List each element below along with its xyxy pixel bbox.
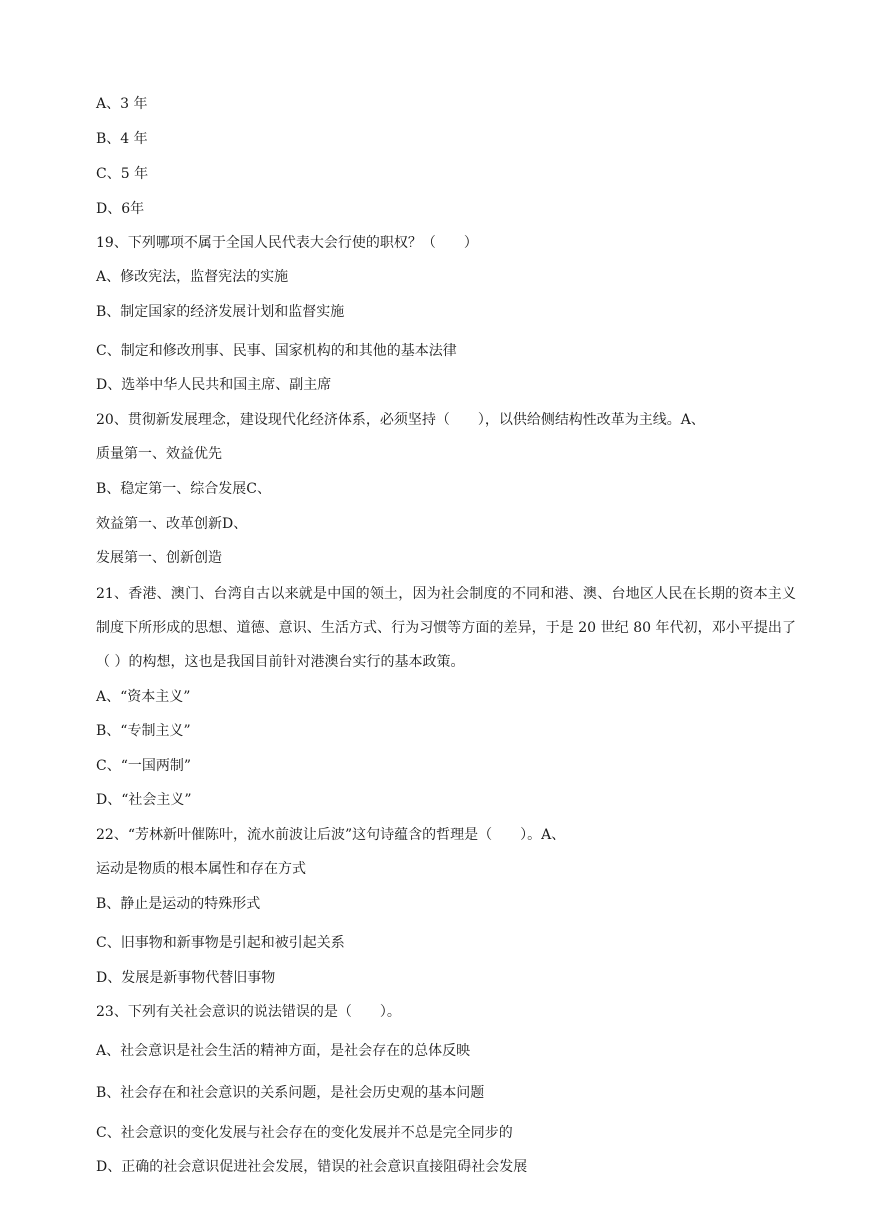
- question-19: 19、下列哪项不属于全国人民代表大会行使的职权？（ ）: [96, 235, 478, 251]
- option-c-q22: C、旧事物和新事物是引起和被引起关系: [96, 935, 345, 951]
- option-b-q20: B、稳定第一、综合发展C、: [96, 481, 271, 497]
- option-a-q23: A、社会意识是社会生活的精神方面，是社会存在的总体反映: [96, 1043, 471, 1059]
- question-23: 23、下列有关社会意识的说法错误的是（ ）。: [96, 1004, 401, 1020]
- question-21: [96, 577, 796, 679]
- option-b-q18: B、4 年: [96, 131, 148, 147]
- option-c-q19: C、制定和修改刑事、民事、国家机构的和其他的基本法律: [96, 343, 457, 359]
- question-20: 20、贯彻新发展理念，建设现代化经济体系，必须坚持（ ），以供给侧结构性改革为主线。A、: [96, 412, 705, 428]
- option-d-q22: D、发展是新事物代替旧事物: [96, 970, 276, 986]
- option-a-q18: A、3 年: [96, 96, 148, 112]
- question-21-text: 21、香港、澳门、台湾自古以来就是中国的领土，因为社会制度的不同和港、澳、台地区人民在长期的资本主义制度下所形成的思想、道德、意识、生活方式、行为习惯等方面的差异，于是 20 世纪 80 年代初，邓小平提出了（ ）的构想，这也是我国目前针对港澳台实行的基本政策。: [96, 586, 796, 670]
- option-d-q20: 发展第一、创新创造: [96, 550, 222, 566]
- option-c-q23: C、社会意识的变化发展与社会存在的变化发展并不总是完全同步的: [96, 1125, 513, 1141]
- option-b-q23: B、社会存在和社会意识的关系问题，是社会历史观的基本问题: [96, 1085, 485, 1101]
- option-c-q20: 效益第一、改革创新D、: [96, 516, 248, 532]
- option-a-q19: A、修改宪法，监督宪法的实施: [96, 269, 289, 285]
- option-a-q21: A、“资本主义”: [96, 689, 191, 705]
- option-b-q21: B、“专制主义”: [96, 723, 191, 739]
- option-d-q23: D、正确的社会意识促进社会发展，错误的社会意识直接阻碍社会发展: [96, 1159, 528, 1175]
- option-b-q22: B、静止是运动的特殊形式: [96, 896, 261, 912]
- option-a-q22: 运动是物质的根本属性和存在方式: [96, 861, 306, 877]
- option-a-q20: 质量第一、效益优先: [96, 446, 222, 462]
- option-b-q19: B、制定国家的经济发展计划和监督实施: [96, 304, 345, 320]
- option-c-q18: C、5 年: [96, 166, 149, 182]
- question-22: 22、“芳林新叶催陈叶，流水前波让后波”这句诗蕴含的哲理是（ ）。A、: [96, 827, 566, 843]
- option-d-q18: D、6年: [96, 201, 145, 217]
- option-c-q21: C、“一国两制”: [96, 758, 192, 774]
- option-d-q21: D、“社会主义”: [96, 792, 192, 808]
- option-d-q19: D、选举中华人民共和国主席、副主席: [96, 377, 332, 393]
